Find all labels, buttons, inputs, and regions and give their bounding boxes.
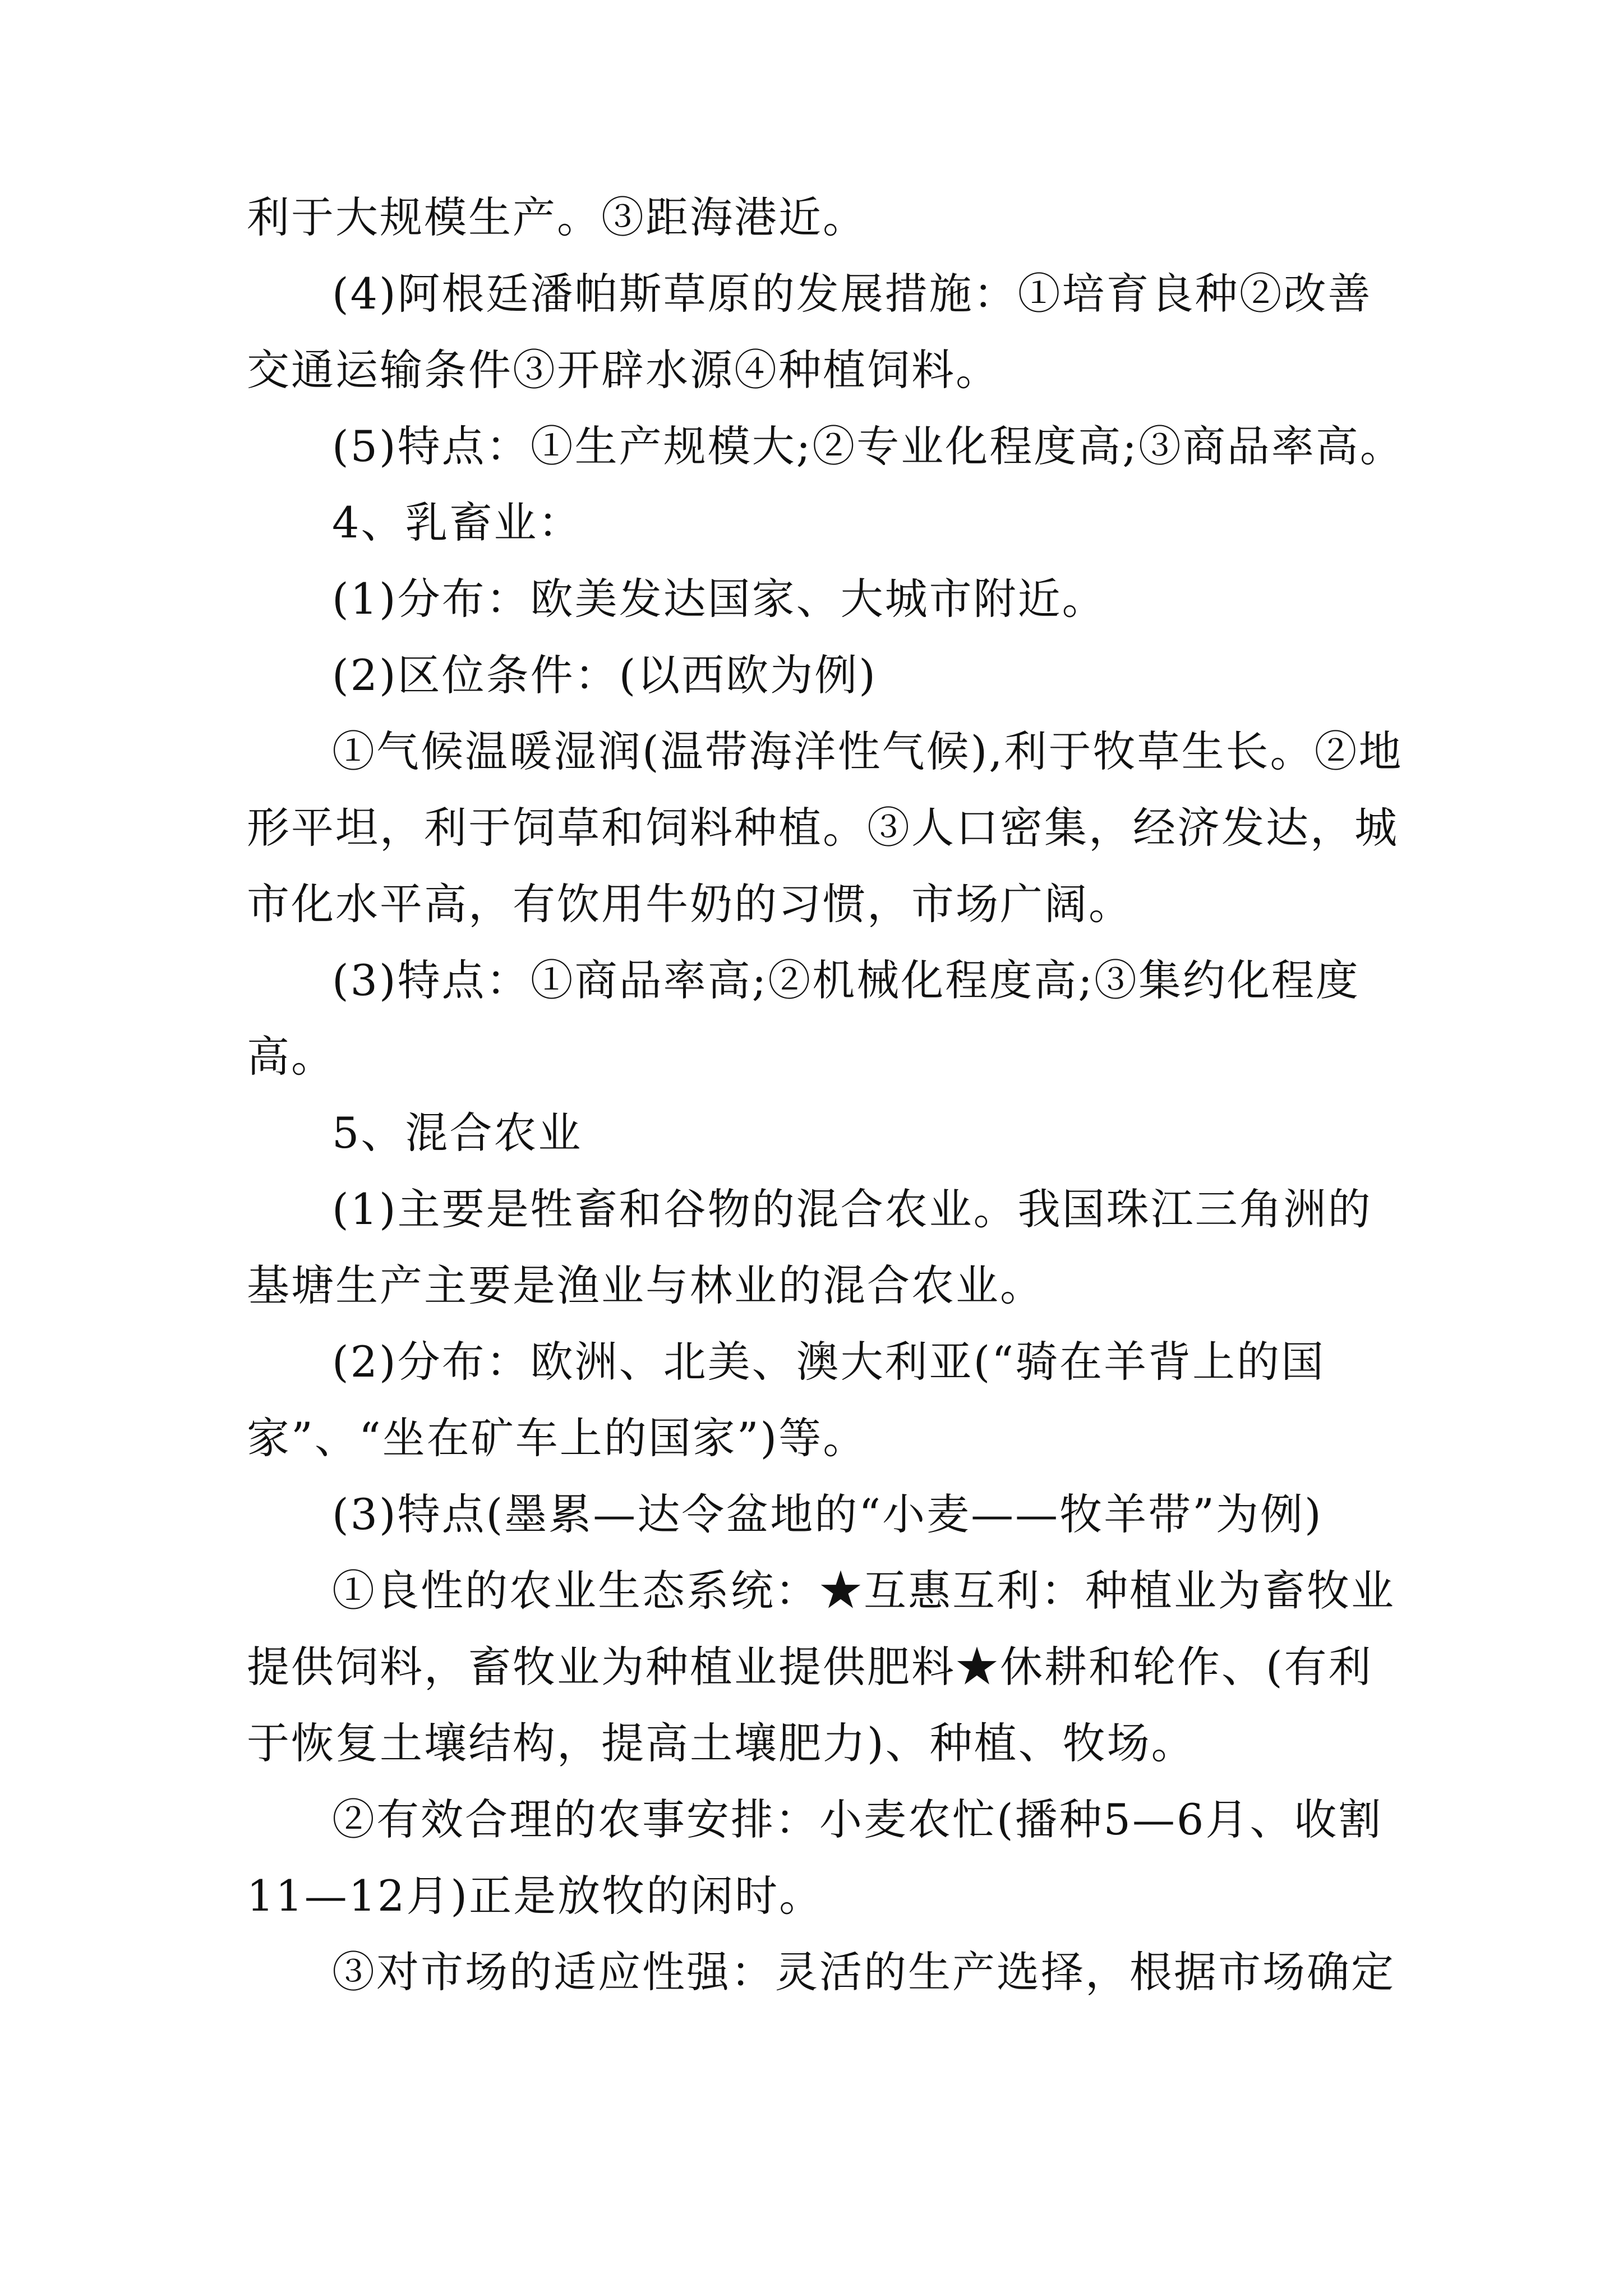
text-line: (2)区位条件：(以西欧为例) bbox=[332, 650, 877, 700]
text-line: 市化水平高，有饮用牛奶的习惯，市场广阔。 bbox=[247, 879, 1133, 929]
text-line: (1)主要是牲畜和谷物的混合农业。我国珠江三角洲的 bbox=[332, 1184, 1372, 1234]
text-line: 基塘生产主要是渔业与林业的混合农业。 bbox=[247, 1260, 1044, 1310]
text-line: (2)分布：欧洲、北美、澳大利亚(“骑在羊背上的国 bbox=[332, 1337, 1326, 1387]
text-line: (3)特点(墨累—达令盆地的“小麦——牧羊带”为例) bbox=[332, 1489, 1323, 1539]
text-line: ②有效合理的农事安排：小麦农忙(播种5—6月、收割 bbox=[332, 1795, 1383, 1844]
text-line: (1)分布：欧美发达国家、大城市附近。 bbox=[332, 574, 1106, 624]
text-line: 11—12月)正是放牧的闲时。 bbox=[247, 1871, 824, 1921]
text-line: 提供饲料，畜牧业为种植业提供肥料★休耕和轮作、(有利 bbox=[247, 1642, 1373, 1692]
text-line: (4)阿根廷潘帕斯草原的发展措施：①培育良种②改善 bbox=[332, 269, 1372, 319]
text-line: (3)特点：①商品率高;②机械化程度高;③集约化程度 bbox=[332, 955, 1360, 1005]
text-line: 高。 bbox=[247, 1032, 335, 1082]
text-line: ①良性的农业生态系统：★互惠互利：种植业为畜牧业 bbox=[332, 1566, 1395, 1616]
text-line: 利于大规模生产。③距海港近。 bbox=[247, 192, 867, 242]
text-line: 家”、“坐在矿车上的国家”)等。 bbox=[247, 1413, 868, 1463]
section-heading: 5、混合农业 bbox=[332, 1108, 583, 1158]
text-line: ①气候温暖湿润(温带海洋性气候),利于牧草生长。②地 bbox=[332, 726, 1403, 776]
text-line: 交通运输条件③开辟水源④种植饲料。 bbox=[247, 345, 1000, 395]
document-body bbox=[247, 180, 1404, 2010]
text-line: (5)特点：①生产规模大;②专业化程度高;③商品率高。 bbox=[332, 421, 1404, 471]
text-line: 形平坦，利于饲草和饲料种植。③人口密集，经济发达，城 bbox=[247, 803, 1399, 853]
text-line: 于恢复土壤结构，提高土壤肥力)、种植、牧场。 bbox=[247, 1718, 1196, 1768]
text-line: ③对市场的适应性强：灵活的生产选择，根据市场确定 bbox=[332, 1947, 1395, 1997]
section-heading: 4、乳畜业： bbox=[332, 498, 583, 547]
